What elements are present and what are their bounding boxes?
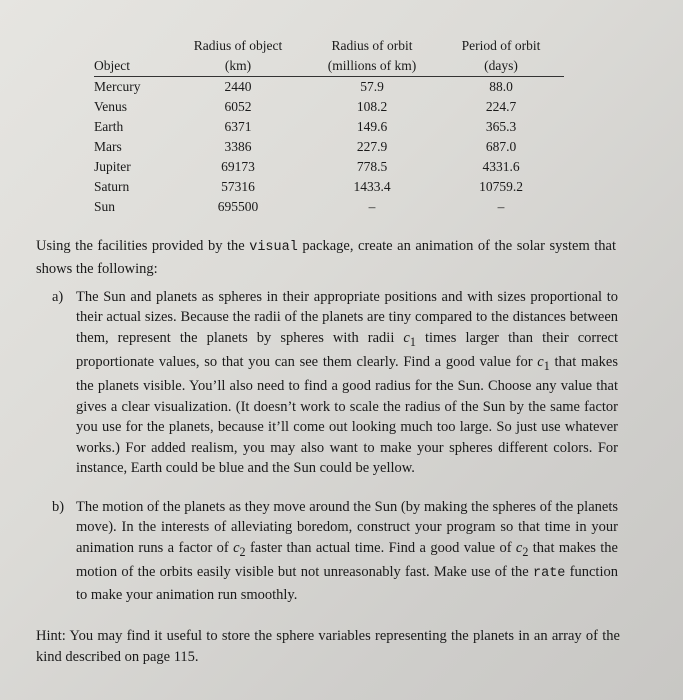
c2-symbol: c: [233, 539, 240, 556]
header-period-orbit-line1: Period of orbit: [461, 38, 541, 53]
cell-object: Mercury: [94, 79, 141, 94]
header-radius-object: [170, 36, 306, 77]
item-a-text-1: The Sun and planets as spheres in their appropriate positions and with sizes proportional to their actual sizes. Because the radii of the planets are tiny compared to the distances between them, represent the planets by spheres with radii: [76, 289, 618, 346]
cell-object: Jupiter: [94, 159, 131, 174]
cell-radius: 69173: [221, 159, 255, 174]
c1-subscript: 1: [543, 359, 550, 373]
solar-system-table: [94, 36, 564, 217]
hint-paragraph: Hint: You may find it useful to store the sphere variables representing the planets in an array of the kind described on page 115.: [36, 628, 620, 665]
cell-radius: 6052: [224, 99, 252, 114]
item-a-text-2: times larger than their correct proportionate values, so that you can see them clearly. Find a good value for: [76, 329, 618, 371]
item-b-label: b): [52, 499, 65, 515]
c1-subscript: 1: [409, 334, 416, 349]
cell-period: 10759.2: [479, 179, 523, 194]
table-row: [94, 197, 564, 217]
cell-object: Sun: [94, 199, 116, 214]
header-object: Object: [94, 36, 170, 77]
cell-period: 4331.6: [482, 159, 520, 174]
c2-subscript: 2: [522, 544, 529, 559]
table-row: [94, 117, 564, 137]
item-b-text-4: function to make your animation run smoothly.: [76, 564, 618, 603]
header-radius-object-line1: Radius of object: [193, 38, 283, 53]
cell-radius: 2440: [224, 79, 252, 94]
c2-symbol: c: [515, 539, 523, 556]
item-b-text-3: that makes the motion of the orbits easily visible but not unreasonably fast. Make use of the: [76, 539, 618, 581]
cell-period: 687.0: [485, 139, 517, 154]
item-a-text-3: that makes the planets visible. You’ll also need to find a good radius for the Sun. Choose any value that gives a clear visualization. (It doesn’t work to scale the radius of the Sun by the same factor you use for the planets, because it’ll come out looking much too large. So just use whatever works.) For added realism, you may also want to make your spheres different colors. For instance, Earth could be blue and the Sun could be yellow.: [76, 354, 618, 477]
intro-text-post: package, create an animation of the solar system that shows the following:: [36, 238, 616, 277]
cell-object: Venus: [94, 99, 127, 114]
header-radius-orbit: [306, 36, 438, 77]
cell-object: Mars: [94, 139, 122, 154]
header-period-orbit: [438, 36, 564, 77]
c1-symbol: c: [537, 354, 544, 371]
cell-orbit: –: [368, 199, 376, 214]
c2-subscript: 2: [239, 544, 246, 559]
table-header-row: [94, 36, 564, 77]
header-radius-orbit-line1: Radius of orbit: [331, 38, 413, 53]
item-a-text: [76, 287, 618, 478]
table-row: [94, 177, 564, 197]
header-period-orbit-line2: (days): [484, 58, 518, 73]
cell-orbit: 57.9: [360, 79, 384, 94]
cell-period: –: [497, 199, 505, 214]
cell-period: 365.3: [485, 119, 517, 134]
cell-orbit: 778.5: [356, 159, 388, 174]
item-b-text: [76, 497, 618, 605]
header-radius-object-line2: (km): [224, 58, 252, 73]
header-radius-orbit-line2: (millions of km): [327, 58, 417, 73]
c1-symbol: c: [403, 329, 410, 346]
intro-code: visual: [249, 240, 298, 255]
cell-orbit: 149.6: [356, 119, 388, 134]
cell-object: Earth: [94, 119, 124, 134]
cell-orbit: 108.2: [356, 99, 388, 114]
cell-radius: 695500: [217, 199, 259, 214]
cell-radius: 57316: [221, 179, 255, 194]
table-row: [94, 97, 564, 117]
cell-period: 88.0: [489, 79, 513, 94]
table-row: [94, 77, 564, 98]
list-item-b: [52, 497, 618, 605]
cell-object: Saturn: [94, 179, 130, 194]
item-b-text-2: faster than actual time. Find a good value of: [245, 539, 516, 556]
cell-radius: 3386: [224, 139, 252, 154]
list-item-a: [52, 287, 618, 478]
cell-period: 224.7: [485, 99, 517, 114]
intro-paragraph: [36, 236, 616, 279]
table-row: [94, 137, 564, 157]
cell-orbit: 227.9: [356, 139, 388, 154]
cell-radius: 6371: [224, 119, 252, 134]
item-b-text-1: The motion of the planets as they move around the Sun (by making the spheres of the planets move). In the interests of alleviating boredom, construct your program so that time in your animation runs a factor of: [76, 499, 618, 556]
item-a-label: a): [52, 289, 64, 305]
rate-code: rate: [533, 566, 566, 582]
intro-text-pre: Using the facilities provided by the: [36, 238, 250, 254]
table-row: [94, 157, 564, 177]
cell-orbit: 1433.4: [353, 179, 391, 194]
